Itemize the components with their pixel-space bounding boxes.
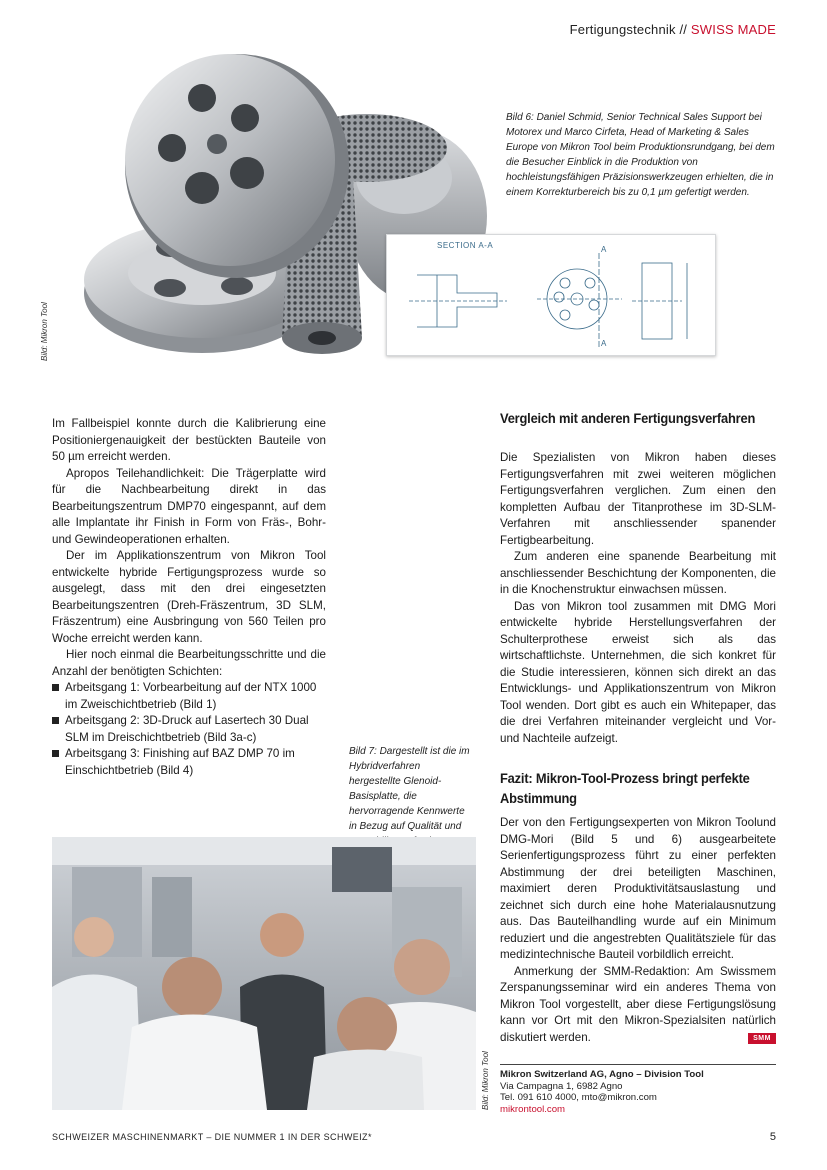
paragraph: Im Fallbeispiel konnte durch die Kalibrierung eine Positioniergenauigkeit der bestückten Bauteile von 50 µm erreicht werden. [52,417,326,463]
figure-7-caption: Bild 7: Dargestellt ist die im Hybridverfahren hergestellte Glenoid-Basisplatte, die hervorragende Kennwerte in Bezug auf Qualität und [349,746,470,832]
section-marker-bottom: A [601,339,607,348]
list-item [52,680,326,713]
list-item-text: Arbeitsgang 2: 3D-Druck auf Lasertech 30 Dual SLM im Dreischichtbetrieb (Bild 3a-c) [65,714,309,744]
top-photo-credit: Bild: Mikron Tool [40,302,49,361]
contact-website-link[interactable]: mikrontool.com [500,1103,566,1115]
list-item-text: Arbeitsgang 3: Finishing auf BAZ DMP 70 im Einschichtbetrieb (Bild 4) [65,747,295,777]
bullet-square-icon [52,684,59,691]
section-heading: Fazit: Mikron-Tool-Prozess bringt perfekte Abstimmung [500,770,750,806]
paragraph: Zum anderen eine spanende Bearbeitung mit anschliessender Beschichtung der Komponenten, die in die Knochenstruktur einwachsen müssen. [500,550,776,596]
smm-logo: SMM [748,1033,776,1044]
section-marker-top: A [601,245,607,254]
running-header [570,22,776,37]
section-heading: Vergleich mit anderen Fertigungsverfahren [500,410,756,426]
drawing-label: SECTION A-A [437,241,494,250]
list-item [52,713,326,746]
bullet-square-icon [52,717,59,724]
paragraph: Apropos Teilehandlichkeit: Die Trägerplatte wird für die Nachbearbeitung direkt in das Bearbeitungszentrum DMP70 eingespannt, auf dem alle Implantate ihr Finish in Form von Fräs-, Bohr- und Gewindeoperationen erhalten. [52,466,326,546]
right-column-section-1 [500,450,776,747]
page-number: 5 [769,1131,776,1143]
footer-publication: SCHWEIZER MASCHINENMARKT – DIE NUMMER 1 IN DER SCHWEIZ* [52,1132,372,1142]
header-tag: SWISS MADE [690,22,776,37]
contact-phone-mail: Tel. 091 610 4000, mto@mikron.com [500,1092,657,1104]
paragraph: Anmerkung der SMM-Redaktion: Am Swissmem Zerspanungsseminar wird ein anderes Thema von Mikron Tool vorgestellt, aber diese Fertigungslösung kann vor Ort mit den Mikron-Spezialsiten natürlich diskutiert werden. [500,964,776,1044]
contact-block [500,1069,704,1115]
drawing-lines [387,235,717,357]
paragraph: Die Spezialisten von Mikron haben dieses Fertigungsverfahren mit zwei weiteren möglichen Fertigungsverfahren verglichen. Zum einen den kompletten Aufbau der Titanprothese im 3D-SLM-Verfahren mit anschliessender spanender Fertigbearbeitung. [500,451,776,547]
list-item-text: Arbeitsgang 1: Vorbearbeitung auf der NTX 1000 im Zweischichtbetrieb (Bild 1) [65,681,317,711]
paragraph: Der von den Fertigungsexperten von Mikron Toolund DMG-Mori (Bild 5 und 6) ausgearbeitete Serienfertigungsprozess führt zu einer perfekten Abstimmung der drei beteiligten Maschinen, maximiert deren Produktivitätsauslastung und zeichnet sich durch eine hohe Materialausnutzung aus. Das Bauteilhandling wurde auf ein Minimum reduziert und die angestrebten Qualitätsziele für das medizintechnische Bauteil vorbildlich erreicht. [500,816,776,961]
contact-company: Mikron Switzerland AG, Agno – Division Tool [500,1069,704,1080]
header-section: Fertigungstechnik [569,22,676,37]
bullet-square-icon [52,750,59,757]
top-photo [52,48,778,362]
paragraph: Hier noch einmal die Bearbeitungsschritte und die Anzahl der benötigten Schichten: [52,648,326,678]
paragraph: Das von Mikron tool zusammen mit DMG Mori entwickelte hybride Herstellungsverfahren der Schulterprothese erweist sich als das wirtschaftlichste. Unternehmen, die sich konkret für die Studie interessieren, können sich direkt an das Entwicklungs- und Applikationszentrum von Mikron Tool wenden. Dort gibt es auch ein Whitepaper, das die drei Verfahren miteinander vergleicht und Vor- und Nachteile aufzeigt. [500,599,776,745]
figure-6-caption: Bild 6: Daniel Schmid, Senior Technical Sales Support bei Motorex und Marco Cirfeta, Head of Marketing & Sales Europe von Mikron Tool beim Produktionsrundgang, bei dem die Besucher Einblick in die Produktion von hochleistungsfähigen Präzisionswerkzeugen erhielten, die in einem Korrekturbereich bis zu 0,1 µm gefertigt werden. [506,112,775,198]
technical-drawing [386,234,716,356]
crowd-illustration [52,837,476,1110]
header-separator: // [675,22,691,37]
paragraph: Der im Applikationszentrum von Mikron Tool entwickelte hybride Fertigungsprozess wurde so ausgelegt, dass mit den drei eingesetzten Bearbeitungszentren (Dreh-Fräszentrum, 3D SLM, Fräszentrum) eine Ausbringung von 560 Teilen pro Woche erreicht werden kann. [52,549,326,645]
contact-divider [500,1064,776,1065]
bottom-photo-credit: Bild: Mikron Tool [481,1051,490,1110]
contact-address: Via Campagna 1, 6982 Agno [500,1080,623,1092]
list-item [52,746,326,779]
bottom-photo [52,837,476,1110]
right-column-section-2 [500,815,776,1046]
left-column [52,416,326,779]
